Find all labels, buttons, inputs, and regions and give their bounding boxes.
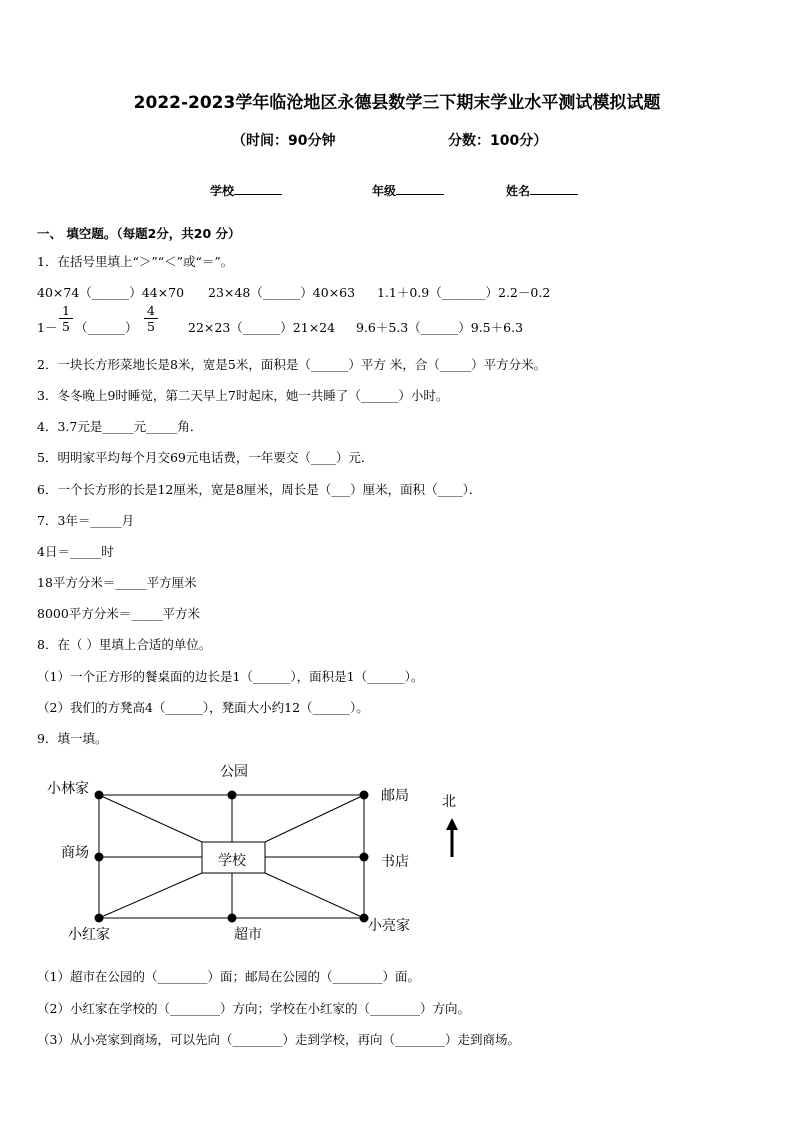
total-score: 分数：100分） bbox=[448, 133, 548, 149]
compare-item[interactable]: 22×23（______）21×24 bbox=[188, 320, 336, 335]
row2-prefix: 1－ bbox=[37, 320, 58, 335]
north-label: 北 bbox=[442, 794, 456, 810]
question-9-sub-1: （1）超市在公园的（________）面；邮局在公园的（________）面。 bbox=[37, 969, 420, 984]
question-7-line-4: 8000平方分米＝_____平方米 bbox=[37, 606, 201, 621]
mall-label: 商场 bbox=[61, 845, 89, 861]
map-node bbox=[360, 853, 369, 862]
time-limit: （时间：90分钟 bbox=[232, 133, 336, 149]
school-label: 学校 bbox=[218, 853, 246, 869]
question-8-sub-2: （2）我们的方凳高4（______），凳面大小约12（______）。 bbox=[37, 700, 369, 715]
question-4: 4．3.7元是_____元_____角． bbox=[37, 419, 203, 434]
section-heading: 一、 填空题。（每题2分，共20 分） bbox=[37, 226, 241, 241]
map-line bbox=[99, 795, 202, 842]
xiaoliang-home-label: 小亮家 bbox=[368, 918, 410, 934]
question-7-line-2: 4日＝_____时 bbox=[37, 544, 114, 559]
name-label: 姓名 bbox=[506, 184, 531, 198]
question-1-prompt: 1．在括号里填上“＞”“＜”或“＝”。 bbox=[37, 254, 234, 269]
question-6: 6．一个长方形的长是12厘米，宽是8厘米，周长是（___）厘米，面积（____）． bbox=[37, 482, 482, 497]
question-3: 3．冬冬晚上9时睡觉，第二天早上7时起床，她一共睡了（______）小时。 bbox=[37, 388, 449, 403]
fraction-one-fifth: $\frac{1}{5}$ bbox=[59, 303, 73, 334]
map-line bbox=[265, 795, 364, 842]
map-node bbox=[95, 791, 104, 800]
compare-item[interactable]: （______） bbox=[75, 320, 138, 335]
map-node bbox=[95, 853, 104, 862]
xiaolin-home-label: 小林家 bbox=[47, 781, 89, 797]
question-2: 2．一块长方形菜地长是8米，宽是5米，面积是（______）平方 米，合（_____）平方分米。 bbox=[37, 357, 547, 372]
map-line bbox=[265, 873, 364, 918]
bookstore-label: 书店 bbox=[381, 854, 409, 870]
compare-item[interactable]: 40×74（______）44×70 bbox=[37, 285, 185, 300]
question-9-prompt: 9．填一填。 bbox=[37, 731, 108, 746]
compare-item[interactable]: 23×48（______）40×63 bbox=[208, 285, 356, 300]
grade-label: 年级 bbox=[372, 184, 397, 198]
supermarket-label: 超市 bbox=[234, 927, 262, 943]
question-7-line-1: 7．3年＝_____月 bbox=[37, 513, 135, 528]
fraction-four-fifths: $\frac{4}{5}$ bbox=[144, 303, 158, 334]
park-label: 公园 bbox=[220, 764, 248, 780]
map-node bbox=[360, 791, 369, 800]
question-7-line-3: 18平方分米＝_____平方厘米 bbox=[37, 575, 197, 590]
map-line bbox=[99, 873, 202, 918]
compare-item[interactable]: 1.1＋0.9（_______）2.2－0.2 bbox=[377, 285, 551, 300]
question-8-prompt: 8．在（ ）里填上合适的单位。 bbox=[37, 637, 212, 652]
question-8-sub-1: （1）一个正方形的餐桌面的边长是1（______），面积是1（______）。 bbox=[37, 669, 424, 684]
page-title: 2022-2023学年临沧地区永德县数学三下期末学业水平测试模拟试题 bbox=[133, 93, 661, 113]
question-5: 5．明明家平均每个月交69元电话费，一年要交（____）元． bbox=[37, 450, 374, 465]
map-node bbox=[95, 914, 104, 923]
question-9-sub-3: （3）从小亮家到商场，可以先向（________）走到学校，再向（________）走到商场。 bbox=[37, 1032, 520, 1047]
post-office-label: 邮局 bbox=[381, 788, 409, 804]
north-arrow-icon bbox=[446, 818, 458, 857]
school-label: 学校 bbox=[210, 184, 235, 198]
map-node bbox=[228, 914, 237, 923]
xiaohong-home-label: 小红家 bbox=[68, 927, 110, 943]
question-9-sub-2: （2）小红家在学校的（________）方向；学校在小红家的（________）方向。 bbox=[37, 1001, 470, 1016]
compare-item[interactable]: 9.6＋5.3（______）9.5＋6.3 bbox=[356, 320, 524, 335]
map-node bbox=[228, 791, 237, 800]
